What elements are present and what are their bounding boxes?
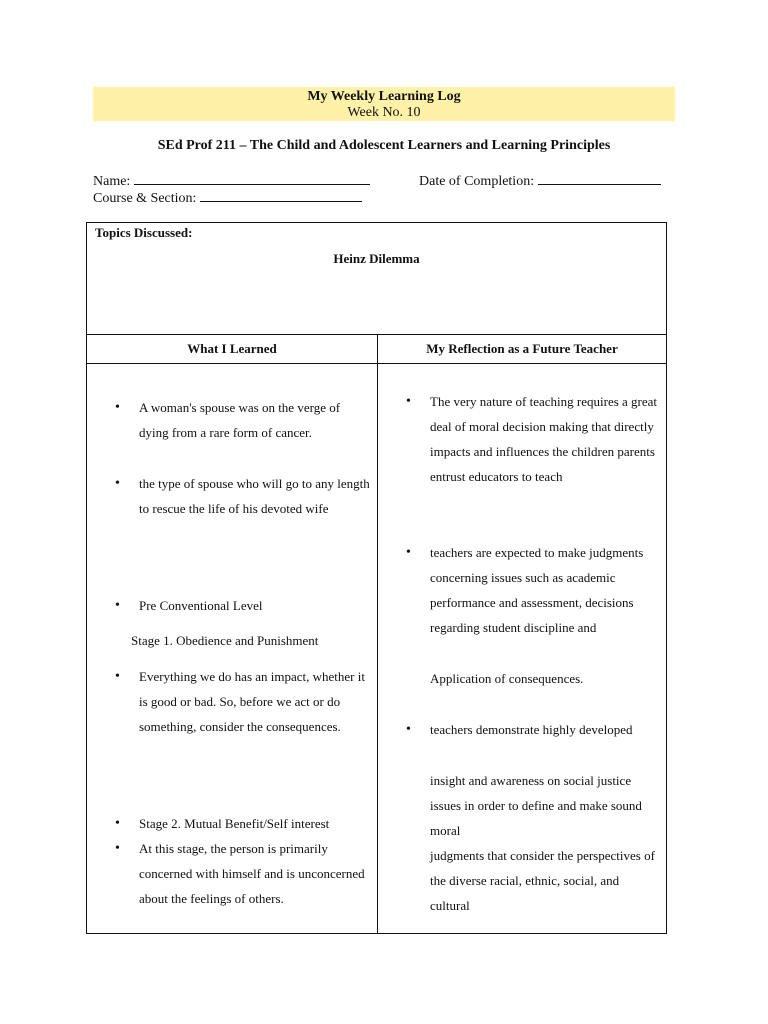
week-number: Week No. 10	[347, 105, 421, 120]
reflection-list-3	[430, 717, 662, 742]
reflection-list-2	[430, 540, 662, 640]
reflection-list-1	[430, 389, 662, 489]
learned-column-header: What I Learned	[187, 341, 277, 356]
list-item: • teachers demonstrate highly developed	[430, 717, 662, 742]
log-title: My Weekly Learning Log	[307, 89, 461, 104]
topics-label: Topics Discussed:	[95, 225, 193, 240]
date-blank-line[interactable]	[538, 172, 661, 185]
reflection-continuation-3: judgments that consider the perspectives of the diverse racial, ethnic, social, and cultural	[430, 848, 655, 913]
course-title: SEd Prof 211 – The Child and Adolescent Learners and Learning Principles	[157, 138, 611, 153]
learned-list-3	[139, 593, 371, 618]
name-field[interactable]	[93, 172, 370, 190]
date-field[interactable]	[419, 172, 661, 190]
learned-list-4	[139, 664, 371, 739]
reflection-column-header: My Reflection as a Future Teacher	[426, 341, 618, 356]
log-header-band	[93, 87, 675, 121]
list-item: • teachers are expected to make judgments concerning issues such as academic performance and assessment, decisions regarding student discipline and	[430, 540, 662, 640]
topic-value: Heinz Dilemma	[333, 251, 420, 266]
section-field[interactable]	[93, 189, 362, 207]
list-item: • At this stage, the person is primarily concerned with himself and is unconcerned about the feelings of others.	[139, 836, 371, 911]
table-column-divider	[377, 335, 378, 933]
date-label: Date of Completion:	[419, 174, 535, 189]
reflection-continuation-2: insight and awareness on social justice issues in order to define and make sound moral	[430, 773, 642, 838]
learned-list-2	[139, 471, 371, 521]
list-item: • A woman's spouse was on the verge of dying from a rare form of cancer.	[139, 395, 371, 445]
name-blank-line[interactable]	[134, 172, 370, 185]
list-item: • Stage 2. Mutual Benefit/Self interest	[139, 811, 371, 836]
learned-list-5	[139, 811, 371, 911]
learned-list-1	[139, 395, 371, 445]
reflection-continuation-1: Application of consequences.	[430, 671, 584, 686]
list-item: • Everything we do has an impact, whether it is good or bad. So, before we act or do something, consider the consequences.	[139, 664, 371, 739]
section-blank-line[interactable]	[200, 189, 362, 202]
log-table	[86, 222, 667, 934]
list-item: • The very nature of teaching requires a great deal of moral decision making that directly impacts and influences the children parents entrust educators to teach	[430, 389, 662, 489]
stage-1-heading: Stage 1. Obedience and Punishment	[131, 633, 319, 648]
list-item: • Pre Conventional Level	[139, 593, 371, 618]
list-item: • the type of spouse who will go to any length to rescue the life of his devoted wife	[139, 471, 371, 521]
name-label: Name:	[93, 174, 131, 189]
section-label: Course & Section:	[93, 191, 197, 206]
